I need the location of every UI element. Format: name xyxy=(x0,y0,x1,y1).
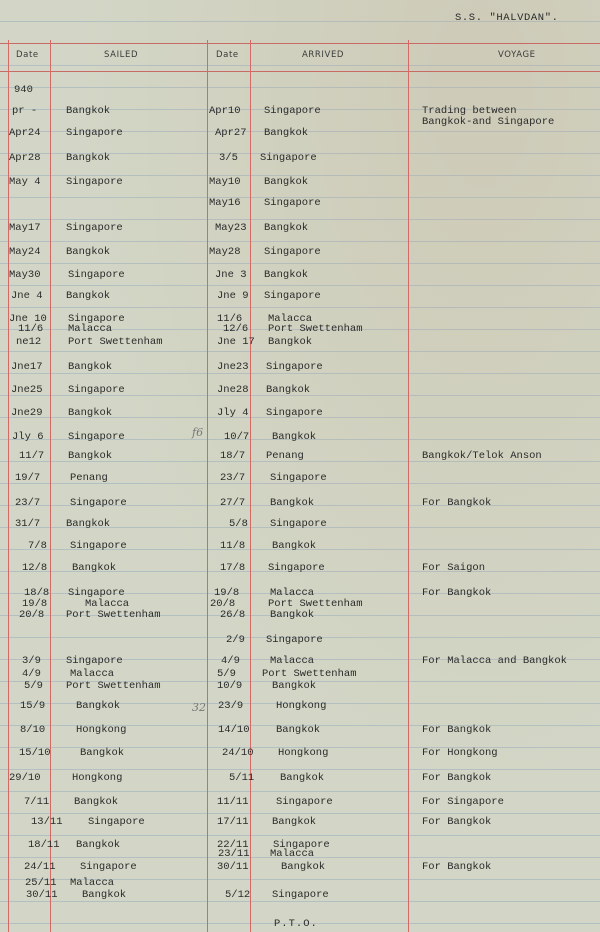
sailed-port: Hongkong xyxy=(76,724,127,736)
sailed-port: Singapore xyxy=(88,816,145,828)
sailed-date: 31/7 xyxy=(15,518,41,530)
arrived-date: Apr10 xyxy=(209,105,241,117)
sailed-date: Apr24 xyxy=(9,127,41,139)
arrived-date: May28 xyxy=(209,246,241,258)
arrived-port: Singapore xyxy=(266,407,323,419)
sailed-port: Malacca xyxy=(68,323,113,335)
voyage-note: For Bangkok xyxy=(422,724,492,736)
sailed-port: Bangkok xyxy=(66,290,111,302)
sailed-port: Singapore xyxy=(66,222,123,234)
sailed-date: 23/7 xyxy=(15,497,41,509)
sailed-port: Malacca xyxy=(85,598,130,610)
arrived-date: 5/9 xyxy=(217,668,236,680)
arrived-port: Hongkong xyxy=(276,700,327,712)
arrived-port: Bangkok xyxy=(270,497,315,509)
arrived-date: 3/5 xyxy=(219,152,238,164)
arrived-port: Bangkok xyxy=(264,127,309,139)
arrived-date: 23/11 xyxy=(218,848,250,860)
arrived-port: Hongkong xyxy=(278,747,329,759)
arrived-date: May16 xyxy=(209,197,241,209)
page-footer: P.T.O. xyxy=(274,918,318,930)
voyage-note: For Bangkok xyxy=(422,861,492,873)
column-rule xyxy=(207,40,208,932)
sailed-date: Jne25 xyxy=(11,384,43,396)
sailed-date: Apr28 xyxy=(9,152,41,164)
arrived-date: 17/11 xyxy=(217,816,249,828)
sailed-date: May 4 xyxy=(9,176,41,188)
arrived-date: 27/7 xyxy=(220,497,246,509)
sailed-date: May30 xyxy=(9,269,41,281)
sailed-port: Bangkok xyxy=(66,152,111,164)
sailed-date: 29/10 xyxy=(9,772,41,784)
year-label: 940 xyxy=(14,84,33,96)
arrived-port: Malacca xyxy=(270,655,315,667)
sailed-port: Bangkok xyxy=(76,700,121,712)
sailed-date: 15/9 xyxy=(20,700,46,712)
arrived-port: Singapore xyxy=(270,518,327,530)
voyage-note: Bangkok/Telok Anson xyxy=(422,450,542,462)
voyage-note-continued: Bangkok-and Singapore xyxy=(422,116,555,128)
sailed-port: Bangkok xyxy=(80,747,125,759)
arrived-date: 12/6 xyxy=(223,323,249,335)
sailed-date: 18/8 xyxy=(24,587,50,599)
arrived-port: Port Swettenham xyxy=(268,323,363,335)
arrived-date: 26/8 xyxy=(220,609,246,621)
sailed-date: pr - xyxy=(12,105,38,117)
sailed-port: Singapore xyxy=(70,497,127,509)
sailed-port: Bangkok xyxy=(68,407,113,419)
sailed-date: 13/11 xyxy=(31,816,63,828)
arrived-date: Jne 3 xyxy=(215,269,247,281)
sailed-port: Port Swettenham xyxy=(66,609,161,621)
arrived-port: Bangkok xyxy=(268,336,313,348)
arrived-port: Malacca xyxy=(270,587,315,599)
sailed-port: Bangkok xyxy=(66,518,111,530)
sailed-date: 25/11 xyxy=(25,877,57,889)
arrived-date: 10/9 xyxy=(217,680,243,692)
sailed-port: Bangkok xyxy=(74,796,119,808)
arrived-port: Singapore xyxy=(264,105,321,117)
arrived-date: 23/7 xyxy=(220,472,246,484)
voyage-note: For Hongkong xyxy=(422,747,498,759)
arrived-date: 11/8 xyxy=(220,540,246,552)
arrived-port: Penang xyxy=(266,450,304,462)
arrived-port: Malacca xyxy=(270,848,315,860)
arrived-date: May23 xyxy=(215,222,247,234)
arrived-port: Singapore xyxy=(270,472,327,484)
arrived-date: Jne 9 xyxy=(217,290,249,302)
sailed-port: Singapore xyxy=(66,176,123,188)
sailed-port: Penang xyxy=(70,472,108,484)
arrived-date: 30/11 xyxy=(217,861,249,873)
sailed-date: 4/9 xyxy=(22,668,41,680)
sailed-date: 30/11 xyxy=(26,889,58,901)
arrived-port: Port Swettenham xyxy=(262,668,357,680)
sailed-port: Singapore xyxy=(68,313,125,325)
sailed-date: Jly 6 xyxy=(12,431,44,443)
arrived-port: Malacca xyxy=(268,313,313,325)
sailed-date: 3/9 xyxy=(22,655,41,667)
arrived-port: Bangkok xyxy=(264,269,309,281)
sailed-port: Hongkong xyxy=(72,772,123,784)
arrived-port: Singapore xyxy=(266,634,323,646)
sailed-port: Bangkok xyxy=(72,562,117,574)
arrived-date: Jne28 xyxy=(217,384,249,396)
arrived-port: Bangkok xyxy=(266,384,311,396)
arrived-date: 24/10 xyxy=(222,747,254,759)
arrived-port: Bangkok xyxy=(272,680,317,692)
arrived-date: May10 xyxy=(209,176,241,188)
sailed-port: Bangkok xyxy=(68,361,113,373)
arrived-date: 20/8 xyxy=(210,598,236,610)
voyage-note: For Bangkok xyxy=(422,587,492,599)
sailed-port: Singapore xyxy=(70,540,127,552)
arrived-date: 22/11 xyxy=(217,839,249,851)
column-rule xyxy=(50,40,51,932)
arrived-date: 19/8 xyxy=(214,587,240,599)
arrived-port: Bangkok xyxy=(276,724,321,736)
arrived-port: Singapore xyxy=(264,246,321,258)
sailed-port: Malacca xyxy=(70,877,115,889)
sailed-date: May24 xyxy=(9,246,41,258)
arrived-port: Singapore xyxy=(268,562,325,574)
sailed-date: Jne17 xyxy=(11,361,43,373)
sailed-date: 24/11 xyxy=(24,861,56,873)
arrived-date: 4/9 xyxy=(221,655,240,667)
voyage-note: For Bangkok xyxy=(422,497,492,509)
sailed-date: 5/9 xyxy=(24,680,43,692)
arrived-port: Bangkok xyxy=(264,176,309,188)
column-rule xyxy=(8,40,9,932)
arrived-port: Singapore xyxy=(272,889,329,901)
arrived-port: Bangkok xyxy=(264,222,309,234)
sailed-date: 20/8 xyxy=(19,609,45,621)
sailed-port: Singapore xyxy=(68,587,125,599)
sailed-date: 19/7 xyxy=(15,472,41,484)
margin-note: f6 xyxy=(192,426,204,439)
sailed-date: 7/11 xyxy=(24,796,50,808)
arrived-date: 11/11 xyxy=(217,796,249,808)
sailed-date: Jne29 xyxy=(11,407,43,419)
voyage-note: For Singapore xyxy=(422,796,504,808)
ship-name: S.S. "HALVDAN". xyxy=(455,12,559,24)
sailed-date: 11/7 xyxy=(19,450,45,462)
arrived-port: Bangkok xyxy=(272,431,317,443)
arrived-port: Singapore xyxy=(260,152,317,164)
sailed-port: Bangkok xyxy=(82,889,127,901)
arrived-date: 10/7 xyxy=(224,431,250,443)
voyage-note: For Saigon xyxy=(422,562,486,574)
arrived-date: 23/9 xyxy=(218,700,244,712)
arrived-date: 5/8 xyxy=(229,518,248,530)
sailed-port: Bangkok xyxy=(76,839,121,851)
arrived-date: Apr27 xyxy=(215,127,247,139)
arrived-date: Jne 17 xyxy=(217,336,255,348)
arrived-port: Bangkok xyxy=(280,772,325,784)
voyage-note: For Malacca and Bangkok xyxy=(422,655,567,667)
arrived-port: Singapore xyxy=(264,197,321,209)
sailed-port: Bangkok xyxy=(66,246,111,258)
sailed-port: Malacca xyxy=(70,668,115,680)
header-date-arrived: Date xyxy=(216,50,239,60)
arrived-date: 5/11 xyxy=(229,772,255,784)
sailed-port: Bangkok xyxy=(68,450,113,462)
sailed-date: ne12 xyxy=(16,336,42,348)
column-rule xyxy=(408,40,409,932)
arrived-date: Jly 4 xyxy=(217,407,249,419)
margin-note: 32 xyxy=(192,701,206,714)
column-rule xyxy=(250,40,251,932)
arrived-date: Jne23 xyxy=(217,361,249,373)
header-sailed: SAILED xyxy=(104,50,139,60)
voyage-note: For Bangkok xyxy=(422,772,492,784)
arrived-port: Bangkok xyxy=(270,609,315,621)
sailed-date: 12/8 xyxy=(22,562,48,574)
sailed-date: 18/11 xyxy=(28,839,60,851)
arrived-port: Singapore xyxy=(276,796,333,808)
arrived-port: Singapore xyxy=(264,290,321,302)
sailed-port: Singapore xyxy=(66,127,123,139)
voyage-note: For Bangkok xyxy=(422,816,492,828)
voyage-note: Trading between xyxy=(422,105,517,117)
sailed-port: Singapore xyxy=(68,431,125,443)
sailed-port: Singapore xyxy=(80,861,137,873)
sailed-port: Singapore xyxy=(68,269,125,281)
arrived-date: 18/7 xyxy=(220,450,246,462)
sailed-date: May17 xyxy=(9,222,41,234)
arrived-port: Singapore xyxy=(266,361,323,373)
arrived-date: 14/10 xyxy=(218,724,250,736)
header-date-sailed: Date xyxy=(16,50,39,60)
sailed-date: 11/6 xyxy=(18,323,44,335)
sailed-date: Jne 10 xyxy=(9,313,47,325)
sailed-port: Port Swettenham xyxy=(68,336,163,348)
sailed-port: Singapore xyxy=(68,384,125,396)
sailed-port: Singapore xyxy=(66,655,123,667)
arrived-port: Bangkok xyxy=(281,861,326,873)
arrived-port: Bangkok xyxy=(272,816,317,828)
sailed-port: Port Swettenham xyxy=(66,680,161,692)
sailed-date: 8/10 xyxy=(20,724,46,736)
arrived-date: 17/8 xyxy=(220,562,246,574)
header-voyage: VOYAGE xyxy=(498,50,536,60)
sailed-date: 19/8 xyxy=(22,598,48,610)
sailed-date: 15/10 xyxy=(19,747,51,759)
sailed-date: 7/8 xyxy=(28,540,47,552)
arrived-date: 5/12 xyxy=(225,889,251,901)
arrived-port: Port Swettenham xyxy=(268,598,363,610)
sailed-date: Jne 4 xyxy=(11,290,43,302)
sailed-port: Bangkok xyxy=(66,105,111,117)
header-arrived: ARRIVED xyxy=(302,50,345,60)
arrived-port: Bangkok xyxy=(272,540,317,552)
arrived-date: 2/9 xyxy=(226,634,245,646)
arrived-port: Singapore xyxy=(273,839,330,851)
arrived-date: 11/6 xyxy=(217,313,243,325)
